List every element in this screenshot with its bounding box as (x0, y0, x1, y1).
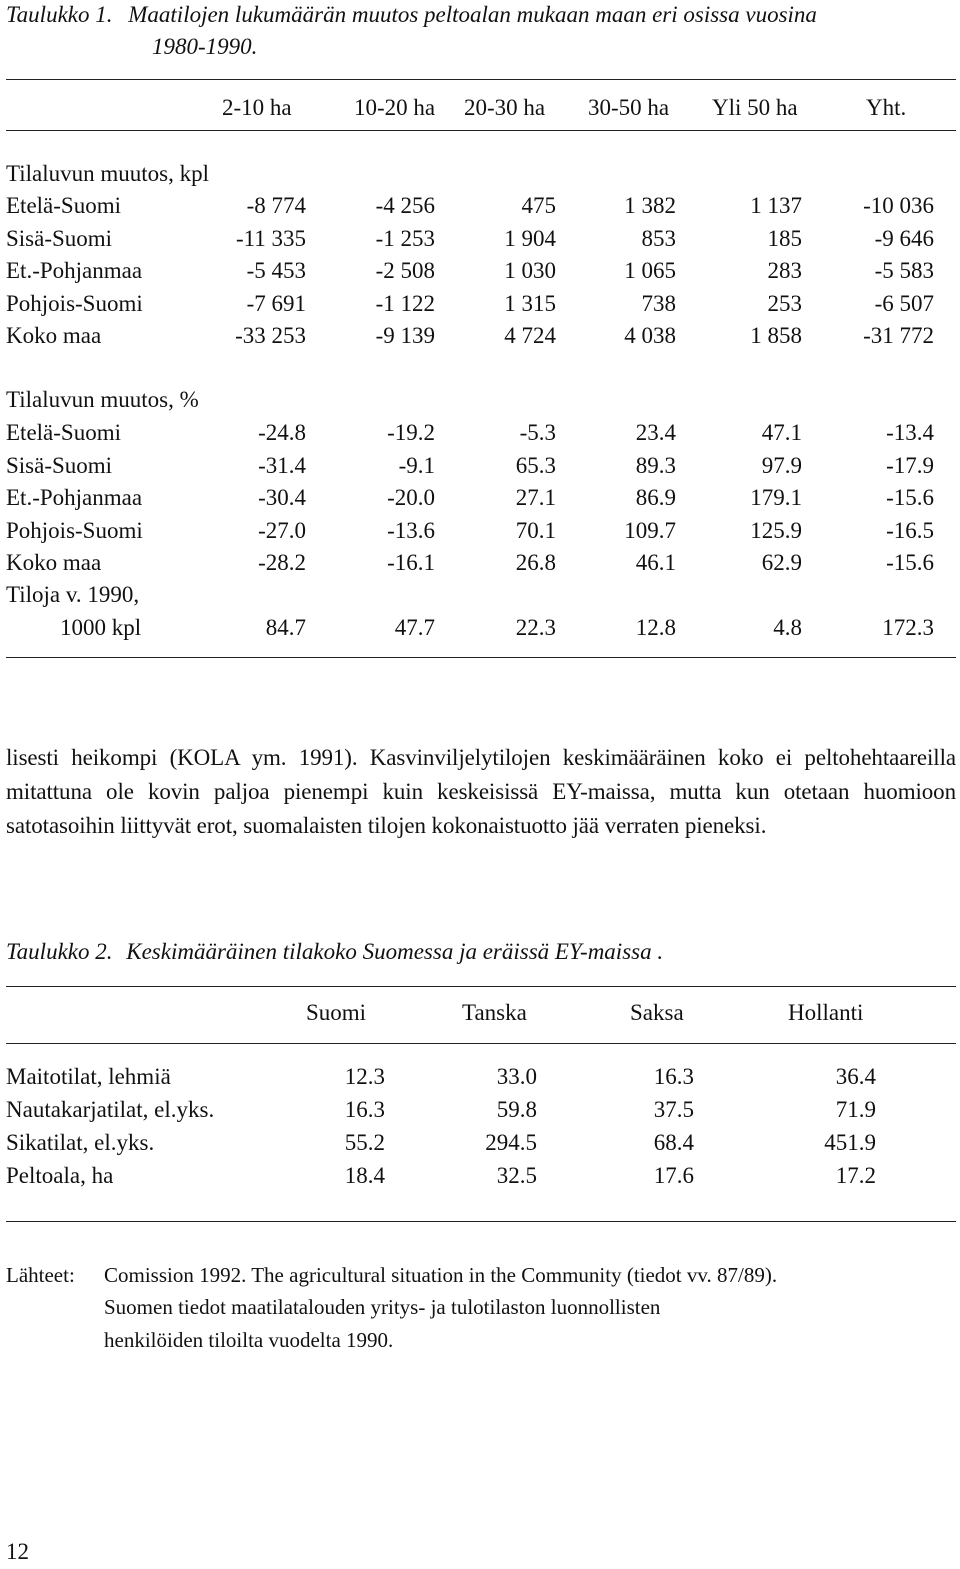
table-cell: -6 507 (874, 290, 934, 316)
row-label: Koko maa (6, 550, 102, 575)
row-label: Et.-Pohjanmaa (6, 258, 143, 283)
table-cell: -5.3 (519, 420, 556, 445)
table-cell: 62.9 (761, 550, 802, 575)
table1-header-col3: 20-30 ha (464, 95, 546, 120)
table-cell: 179.1 (750, 485, 802, 510)
table-cell: 738 (641, 290, 676, 316)
row-label: Etelä-Suomi (6, 420, 121, 445)
table-cell: 4.8 (773, 615, 802, 640)
table-cell: -28.2 (258, 550, 306, 575)
sources-line1: Comission 1992. The agricultural situation in the Community (tiedot vv. 87/89). (104, 1263, 778, 1287)
table-cell: 4 038 (624, 323, 676, 348)
table-cell: -5 453 (246, 258, 306, 283)
table-row (0, 291, 960, 323)
table2-bottom-rule (6, 1221, 956, 1222)
table-cell: 1 858 (750, 323, 802, 348)
table1-header-row (0, 95, 960, 127)
table-cell: 65.3 (515, 452, 556, 478)
table-row (0, 1163, 960, 1195)
table-row (0, 323, 960, 355)
row-label: Koko maa (6, 323, 102, 348)
table-cell: 32.5 (496, 1163, 537, 1188)
table-cell: 68.4 (653, 1130, 694, 1155)
table1-section-kpl: Tilaluvun muutos, kpl (6, 161, 209, 186)
table1-caption-line2: 1980-1990. (152, 34, 258, 59)
body-paragraph: lisesti heikompi (KOLA ym. 1991). Kasvinviljelytilojen keskimääräinen koko ei peltohehtaareilla mitattuna ole kovin paljoa pienempi kuin keskeisissä EY-maissa, mutta kun otetaan huomioon satotasoihin liittyvät erot, suomalaisten tilojen kokonaistuotto jää verraten pieneksi. (6, 745, 956, 838)
table-cell: 109.7 (624, 517, 676, 543)
table-cell: 475 (521, 193, 556, 218)
table-cell: -33 253 (235, 323, 306, 348)
sources-label: Lähteet: (6, 1263, 75, 1287)
table-row (0, 518, 960, 550)
table1-tiloja-label2: 1000 kpl (60, 615, 142, 640)
table-cell: 185 (767, 225, 802, 251)
table-cell: -7 691 (246, 290, 306, 316)
table-cell: 70.1 (515, 517, 556, 543)
table-cell: -8 774 (246, 193, 306, 218)
table-row (0, 550, 960, 582)
table-row (0, 453, 960, 485)
table-cell: 46.1 (635, 550, 676, 575)
table2-caption-text: Keskimääräinen tilakoko Suomessa ja eräissä EY-maissa . (126, 939, 664, 964)
table-cell: 1 030 (504, 258, 556, 283)
table-cell: 1 065 (624, 258, 676, 283)
table2-header-col1: Suomi (306, 1000, 367, 1025)
table-cell: 283 (767, 258, 802, 283)
table-cell: -15.6 (886, 550, 934, 575)
table-cell: -11 335 (235, 225, 306, 251)
table-cell: -16.1 (387, 550, 435, 575)
table-row (0, 193, 960, 225)
table-cell: -31 772 (863, 323, 934, 348)
table-cell: 451.9 (824, 1130, 876, 1155)
table-cell: 253 (767, 290, 802, 316)
table1-top-rule (6, 79, 956, 80)
table2-caption (6, 939, 663, 965)
table-cell: -30.4 (258, 485, 306, 510)
table-cell: 294.5 (485, 1130, 537, 1155)
table2-header-rule (6, 1043, 956, 1044)
table-cell: -4 256 (375, 193, 435, 218)
table2-header-row (0, 1000, 960, 1032)
sources-line2: Suomen tiedot maatilatalouden yritys- ja tulotilaston luonnollisten (104, 1295, 661, 1319)
row-label: Et.-Pohjanmaa (6, 485, 143, 510)
table-cell: -1 253 (375, 225, 435, 251)
table-cell: 33.0 (496, 1064, 537, 1089)
table-cell: -27.0 (258, 517, 306, 543)
table-row (0, 258, 960, 290)
table-cell: 1 904 (504, 225, 556, 251)
table-cell: -17.9 (886, 452, 934, 478)
table-cell: -24.8 (258, 420, 306, 445)
row-label: Sisä-Suomi (6, 452, 113, 478)
table-cell: -2 508 (375, 258, 435, 283)
table1-section-pct: Tilaluvun muutos, % (6, 387, 199, 412)
table-cell: -5 583 (874, 258, 934, 283)
table1-caption (6, 2, 817, 28)
table-cell: -10 036 (863, 193, 934, 218)
table-cell: -1 122 (375, 290, 435, 316)
table2-top-rule (6, 986, 956, 987)
table-cell: 36.4 (835, 1064, 876, 1089)
table1-header-col4: 30-50 ha (588, 95, 670, 120)
table1-caption-cont (152, 34, 257, 60)
table2-header-col3: Saksa (630, 1000, 684, 1025)
table-cell: -19.2 (387, 420, 435, 445)
table-row (0, 420, 960, 452)
table-cell: 172.3 (882, 615, 934, 640)
table-cell: -16.5 (886, 517, 934, 543)
table1-bottom-rule (6, 657, 956, 658)
table-cell: -31.4 (258, 452, 306, 478)
table-cell: -13.4 (886, 420, 934, 445)
table1-header-col1: 2-10 ha (222, 95, 292, 120)
table1-caption-line1: Maatilojen lukumäärän muutos peltoalan mukaan maan eri osissa vuosina (128, 2, 817, 27)
table-cell: 125.9 (750, 517, 802, 543)
table-cell: 16.3 (344, 1097, 385, 1122)
table-cell: 27.1 (515, 485, 556, 510)
table-cell: -15.6 (886, 485, 934, 510)
table-cell: 12.3 (344, 1064, 385, 1089)
row-label: Pohjois-Suomi (6, 517, 143, 543)
table-row (0, 1064, 960, 1096)
page-number: 12 (6, 1539, 29, 1564)
table-cell: -9 139 (375, 323, 435, 348)
table1-header-rule (6, 130, 956, 131)
table-cell: 22.3 (515, 615, 556, 640)
row-label: Peltoala, ha (6, 1163, 114, 1188)
table-cell: 17.6 (653, 1163, 694, 1188)
table-cell: 1 137 (750, 193, 802, 218)
row-label: Nautakarjatilat, el.yks. (6, 1097, 215, 1122)
table-row (0, 226, 960, 258)
table-cell: 12.8 (635, 615, 676, 640)
table-cell: 55.2 (344, 1130, 385, 1155)
table-cell: 853 (641, 225, 676, 251)
table-row (0, 1130, 960, 1162)
table-cell: -9.1 (398, 452, 435, 478)
row-label: Etelä-Suomi (6, 193, 121, 218)
table-cell: 26.8 (515, 550, 556, 575)
table-cell: 59.8 (496, 1097, 537, 1122)
table-cell: -13.6 (387, 517, 435, 543)
table-cell: 23.4 (635, 420, 676, 445)
table-cell: 97.9 (761, 452, 802, 478)
table2-header-col4: Hollanti (788, 1000, 864, 1025)
table-cell: 71.9 (835, 1097, 876, 1122)
table-cell: 1 315 (504, 290, 556, 316)
table1-caption-label: Taulukko 1. (6, 2, 113, 27)
table1-tiloja-row (0, 615, 960, 647)
table1-tiloja-label1: Tiloja v. 1990, (6, 582, 140, 607)
row-label: Sisä-Suomi (6, 225, 113, 251)
table-cell: 1 382 (624, 193, 676, 218)
table-cell: 16.3 (653, 1064, 694, 1089)
table1-header-col2: 10-20 ha (354, 95, 436, 120)
table-cell: 47.7 (394, 615, 435, 640)
table-cell: 47.1 (761, 420, 802, 445)
table-cell: 18.4 (344, 1163, 385, 1188)
table2-header-col2: Tanska (462, 1000, 527, 1025)
table-cell: 84.7 (265, 615, 306, 640)
table1-header-col6: Yht. (866, 95, 907, 120)
table-cell: 4 724 (504, 323, 556, 348)
sources-line3: henkilöiden tiloilta vuodelta 1990. (104, 1328, 394, 1352)
table-cell: -20.0 (387, 485, 435, 510)
table-cell: 37.5 (653, 1097, 694, 1122)
row-label: Pohjois-Suomi (6, 290, 143, 316)
table-row (0, 1097, 960, 1129)
row-label: Sikatilat, el.yks. (6, 1130, 155, 1155)
table-row (0, 485, 960, 517)
row-label: Maitotilat, lehmiä (6, 1064, 171, 1089)
table-cell: 89.3 (635, 452, 676, 478)
table-cell: 17.2 (835, 1163, 876, 1188)
table1-header-col5: Yli 50 ha (712, 95, 798, 120)
table-cell: -9 646 (874, 225, 934, 251)
table-cell: 86.9 (635, 485, 676, 510)
table2-caption-label: Taulukko 2. (6, 939, 113, 964)
